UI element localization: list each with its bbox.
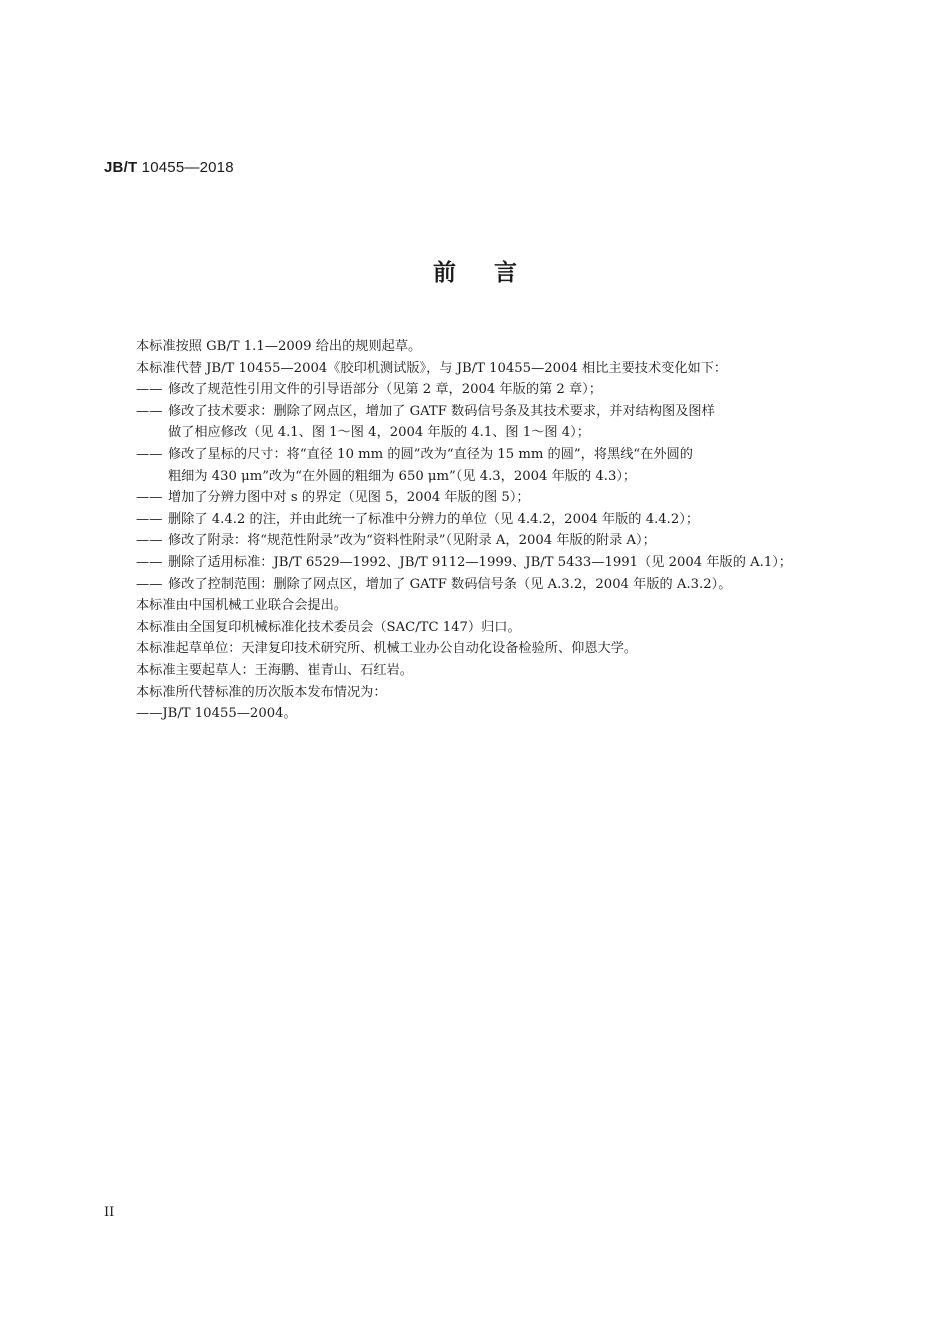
dash-marker: —— xyxy=(136,446,163,462)
dash-marker: —— xyxy=(136,403,163,419)
change-item xyxy=(136,444,816,487)
page-number: II xyxy=(104,1205,115,1220)
dash-marker: —— xyxy=(136,382,163,398)
change-item xyxy=(136,530,816,552)
change-item-line: 删除了适用标准：JB/T 6529—1992、JB/T 9112—1999、JB/T 5433—1991（见 2004 年版的 A.1）； xyxy=(168,554,792,570)
change-item-line: 修改了技术要求：删除了网点区，增加了 GATF 数码信号条及其技术要求，并对结构图及图样 xyxy=(168,403,715,419)
change-item-line: 增加了分辨力图中对 s 的界定（见图 5，2004 年版的图 5）； xyxy=(168,490,530,506)
change-item-line: 修改了规范性引用文件的引导语部分（见第 2 章，2004 年版的第 2 章）； xyxy=(168,382,602,398)
paragraph-proposer: 本标准由中国机械工业联合会提出。 xyxy=(136,598,347,614)
change-item-line: 修改了控制范围：删除了网点区，增加了 GATF 数码信号条（见 A.3.2，2004 年版的 A.3.2）。 xyxy=(168,576,732,592)
change-item-line: 修改了星标的尺寸：将“直径 10 mm 的圆”改为“直径为 15 mm 的圆”，将黑线“在外圆的 xyxy=(168,446,693,462)
dash-marker: —— xyxy=(136,576,163,592)
change-item-line: 粗细为 430 μm”改为“在外圆的粗细为 650 μm”（见 4.3，2004 年版的 4.3）； xyxy=(168,468,637,484)
change-item xyxy=(136,401,816,444)
paragraph-previous-version: ——JB/T 10455—2004。 xyxy=(136,706,297,722)
change-item xyxy=(136,509,816,531)
change-item xyxy=(136,552,816,574)
dash-marker: —— xyxy=(136,511,163,527)
paragraph-committee: 本标准由全国复印机械标准化技术委员会（SAC/TC 147）归口。 xyxy=(136,619,521,635)
dash-marker: —— xyxy=(136,533,163,549)
section-title: 前言 xyxy=(433,260,555,286)
change-item xyxy=(136,379,816,401)
foreword-body xyxy=(136,336,816,725)
dash-marker: —— xyxy=(136,554,163,570)
dash-marker: —— xyxy=(136,490,163,506)
document-code-prefix: JB/T xyxy=(104,159,138,176)
paragraph-replacement: 本标准代替 JB/T 10455—2004《胶印机测试版》，与 JB/T 10455—2004 相比主要技术变化如下： xyxy=(136,360,728,376)
change-item xyxy=(136,574,816,596)
change-item-line: 修改了附录：将“规范性附录”改为“资料性附录”（见附录 A，2004 年版的附录 A）； xyxy=(168,533,656,549)
change-item xyxy=(136,487,816,509)
paragraph-version-history: 本标准所代替标准的历次版本发布情况为： xyxy=(136,684,387,700)
paragraph-drafters: 本标准主要起草人：王海鹏、崔青山、石红岩。 xyxy=(136,662,413,678)
change-item-line: 做了相应修改（见 4.1、图 1～图 4，2004 年版的 4.1、图 1～图 4）； xyxy=(168,425,590,441)
paragraph-drafting-units: 本标准起草单位：天津复印技术研究所、机械工业办公自动化设备检验所、仰恩大学。 xyxy=(136,641,638,657)
document-code-number: 10455—2018 xyxy=(137,159,234,176)
document-code xyxy=(104,159,234,176)
change-item-line: 删除了 4.4.2 的注，并由此统一了标准中分辨力的单位（见 4.4.2，2004 年版的 4.4.2）； xyxy=(168,511,700,527)
paragraph-drafting-rules: 本标准按照 GB/T 1.1—2009 给出的规则起草。 xyxy=(136,339,422,354)
